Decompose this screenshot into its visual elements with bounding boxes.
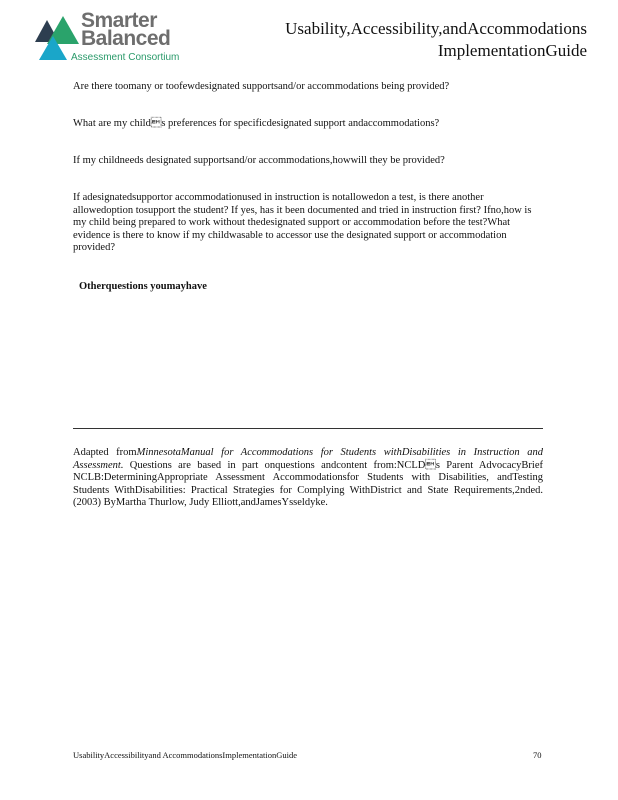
question-2: What are my childs preferences for specificdesignated support andaccommodations? — [73, 118, 440, 129]
question-3: If my childneeds designated supportsand/or accommodations,howwill they be provided? — [73, 155, 445, 166]
question-1: Are there toomany or toofewdesignated supportsand/or accommodations being provided? — [73, 81, 450, 92]
smarter-balanced-logo — [33, 9, 183, 64]
footnote-divider — [73, 428, 543, 429]
footnote-text: Questions are based in part onquestions andcontent from:NCLDs Parent AdvocacyBrief NCLB:DeterminingAppropriate Assessment Accommodationsfor Students with Disabilities, andTesting Students WithDisabilities: Practical Strategies for Complying WithDistrict and State Requirements,2nded.(2003) ByMartha Thurlow, Judy Elliott,andJamesYsseldyke. — [73, 459, 543, 508]
footnote — [73, 447, 543, 510]
other-questions-heading: Otherquestions youmayhave — [79, 281, 207, 292]
title-line-2: ImplementationGuide — [437, 41, 587, 60]
footnote-source-title: MinnesotaManual for Accommodations for Students withDisabilities in Instruction and Assessment. — [73, 447, 544, 471]
logo-name: Smarter Balanced — [81, 9, 171, 50]
footnote-prefix: Adapted from — [73, 447, 137, 458]
question-4: If adesignatedsupportor accommodationused in instruction is notallowedon a test, is there another allowedoption tosupport the student? If yes, has it been documented and tried in instruction first? Ifno,how is my child being prepared to work without thedesignated support or accommodation before the test?What evidence is there to know if my childwasable to accessor use the designated support or accommodation provided? — [73, 192, 532, 253]
footer-guide-title: UsabilityAccessibilityand AccommodationsImplementationGuide — [73, 750, 298, 760]
logo-subtitle: Assessment Consortium — [71, 52, 180, 63]
title-line-1: Usability,Accessibility,andAccommodations — [285, 19, 587, 38]
page-number: 70 — [533, 750, 542, 760]
document-title — [285, 18, 587, 62]
